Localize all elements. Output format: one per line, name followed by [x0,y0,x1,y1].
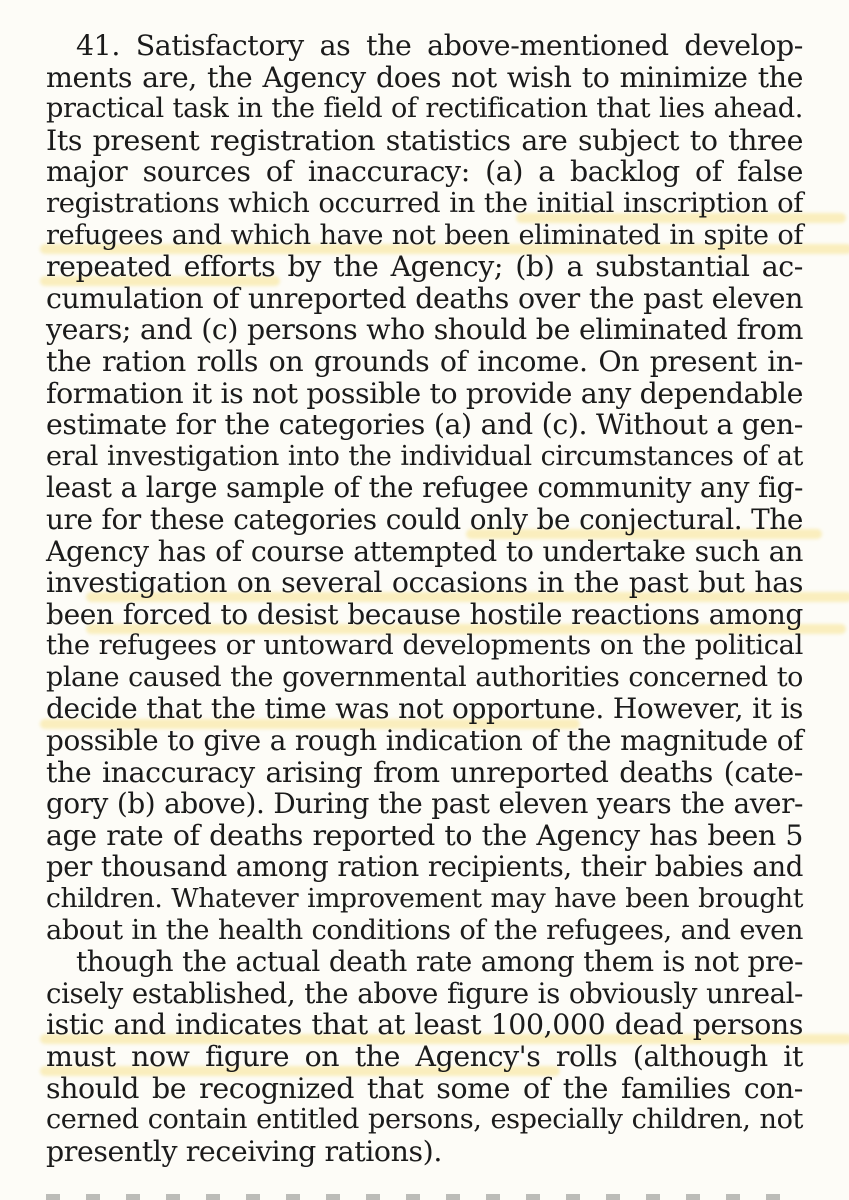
text-line [46,1041,803,1073]
text-line-content: 41. Satisfactory as the above-mentioned develop- [76,29,803,62]
text-line [46,757,803,789]
text-line [46,978,803,1010]
text-line-content: eral investigation into the individual circumstances of at [46,440,803,472]
text-line-content: should be recognized that some of the families con- [46,1071,803,1105]
text-line [46,1073,803,1105]
text-line-content: per thousand among ration recipients, their babies and [46,850,803,884]
text-line [46,630,803,662]
text-line [46,93,803,125]
text-line [46,472,803,504]
text-line [46,504,803,536]
text-line-content: cumulation of unreported deaths over the past eleven [46,281,803,315]
text-line-content: refugees and which have not been eliminated in spite of [46,219,803,251]
text-line-content: plane caused the governmental authorities concerned to [46,661,803,693]
text-line [46,441,803,473]
text-line [46,188,803,220]
text-line-content: age rate of deaths reported to the Agency has been 5 [46,818,803,852]
text-line-content: practical task in the field of rectification that lies ahead. [46,93,803,125]
text-line [46,915,803,947]
text-line-content: about in the health conditions of the refugees, and even [46,914,803,946]
text-line-content: been forced to desist because hostile reactions among [46,597,803,631]
text-line-content: major sources of inaccuracy: (a) a backlog of false [46,155,803,189]
text-line [46,125,803,157]
text-line-content: the ration rolls on grounds of income. On present in- [46,344,803,378]
text-line-content: Its present registration statistics are subject to three [46,123,803,157]
text-line-content: must now figure on the Agency's rolls (although it [46,1040,803,1073]
text-line [46,883,803,915]
text-line-content: Agency has of course attempted to undertake such an [46,534,803,568]
text-line-content: repeated efforts by the Agency; (b) a substantial ac- [46,250,803,284]
text-line [46,788,803,820]
text-line-content: estimate for the categories (a) and (c). Without a gen- [46,408,803,442]
text-line-content: formation it is not possible to provide any dependable [46,376,803,410]
text-line [46,220,803,252]
text-line [46,820,803,852]
text-line [46,251,803,283]
next-line-fragment [46,1194,803,1200]
text-line [46,30,803,62]
text-line-content: registrations which occurred in the initial inscription of [46,187,803,219]
text-line-content: ments are, the Agency does not wish to minimize the [46,60,803,94]
text-line [46,1009,803,1041]
text-line-content: gory (b) above). During the past eleven years the aver- [46,787,803,821]
text-line [46,662,803,694]
text-line [46,378,803,410]
text-line [46,346,803,378]
text-line-content: istic and indicates that at least 100,000 dead persons [46,1008,803,1042]
text-line [46,536,803,568]
text-line [46,62,803,94]
text-line-content: though the actual death rate among them is not pre- [76,945,803,979]
text-line-content: least a large sample of the refugee community any fig- [46,471,803,505]
text-line [46,314,803,346]
text-line-content: presently receiving rations). [46,1134,442,1168]
text-line-content: cisely established, the above figure is obviously unreal- [46,976,803,1010]
paragraph-41 [46,30,803,1167]
text-line [46,851,803,883]
text-line-content: investigation on several occasions in the past but has [46,566,803,600]
text-line-content: children. Whatever improvement may have been brought [46,883,803,915]
text-line-content: the refugees or untoward developments on the political [46,630,803,662]
text-line-content: decide that the time was not opportune. However, it is [46,692,803,726]
text-line [46,156,803,188]
text-line [46,1104,803,1136]
text-line [46,409,803,441]
text-line-content: ure for these categories could only be conjectural. The [46,502,803,536]
text-line [46,599,803,631]
text-line [46,1136,803,1168]
text-line-content: cerned contain entitled persons, especially children, not [46,1104,803,1136]
text-line-content: years; and (c) persons who should be eliminated from [46,313,803,347]
text-line-content: the inaccuracy arising from unreported deaths (cate- [46,755,803,789]
text-line [46,567,803,599]
text-line [46,946,803,978]
text-line [46,283,803,315]
text-line-content: possible to give a rough indication of the magnitude of [46,724,803,758]
text-line [46,725,803,757]
text-line [46,693,803,725]
